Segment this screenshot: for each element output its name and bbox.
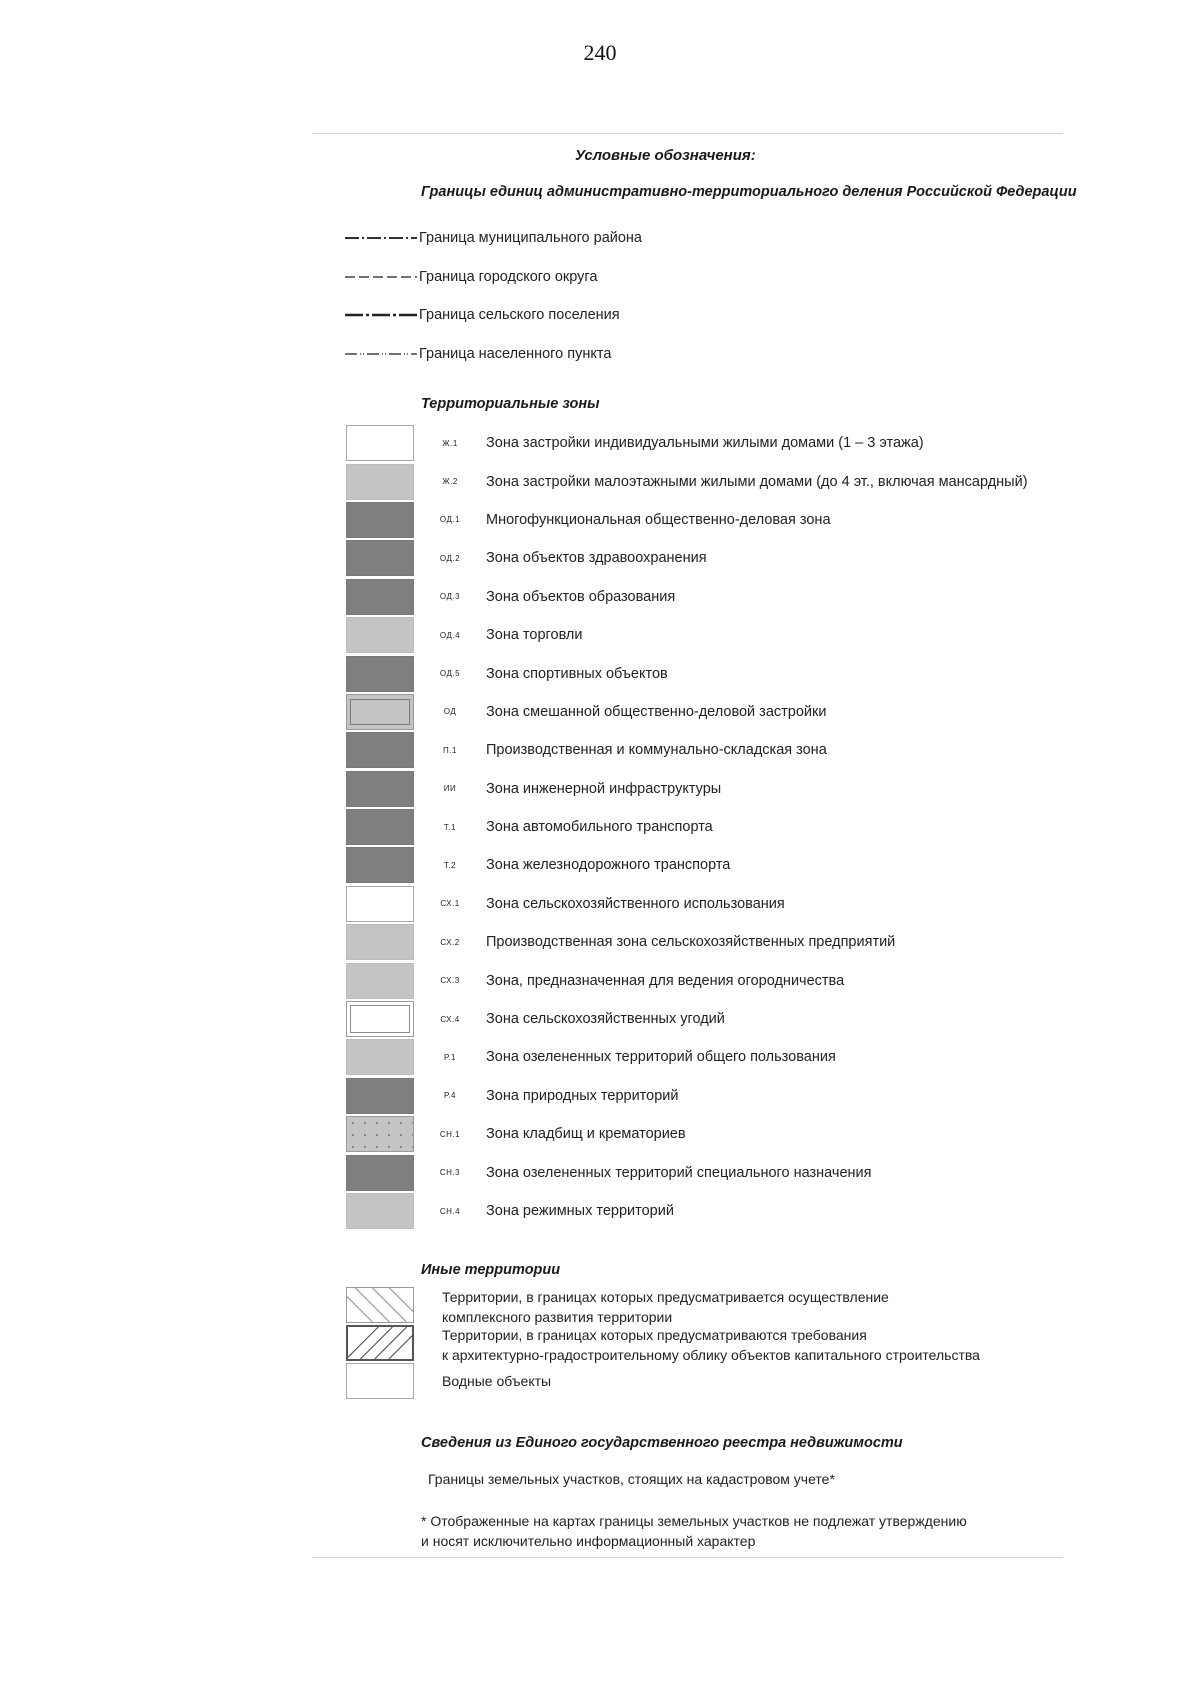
zone-item xyxy=(346,578,1028,616)
egrn-heading: Сведения из Единого государственного реестра недвижимости xyxy=(421,1435,903,1451)
zone-label: Производственная зона сельскохозяйственных предприятий xyxy=(486,934,896,951)
boundary-item-rural-settlement xyxy=(345,296,642,335)
footnote-line: и носят исключительно информационный характер xyxy=(421,1533,756,1549)
admin-boundaries-heading: Границы единиц административно-территориального деления Российской Федерации xyxy=(421,184,1077,200)
zone-swatch xyxy=(346,809,414,845)
zone-code: ИИ xyxy=(443,784,457,794)
other-territories-heading: Иные территории xyxy=(421,1262,561,1278)
zone-swatch xyxy=(346,656,414,692)
zone-item xyxy=(346,616,1028,654)
other-item-text xyxy=(442,1371,551,1391)
zone-code: СХ.2 xyxy=(440,937,460,947)
boundary-item-city-district xyxy=(345,258,642,297)
boundary-item-settlement xyxy=(345,335,642,374)
zone-code: Т.2 xyxy=(443,860,457,870)
other-item-line: Территории, в границах которых предусматриваются требования xyxy=(442,1327,867,1343)
zone-label: Зона спортивных объектов xyxy=(486,665,668,682)
cadastral-parcels-label: Границы земельных участков, стоящих на кадастровом учете* xyxy=(428,1471,835,1487)
sparse-hatch-swatch-icon xyxy=(346,1287,414,1323)
zone-label: Зона железнодорожного транспорта xyxy=(486,857,731,874)
zone-code: Ж.2 xyxy=(442,477,458,487)
dash-dot-dot-line-icon xyxy=(345,349,417,359)
boundary-label: Граница населенного пункта xyxy=(419,345,612,362)
zone-code: Р.4 xyxy=(444,1091,456,1101)
zone-code: ОД.4 xyxy=(439,630,461,640)
zone-swatch xyxy=(346,732,414,768)
zone-code: Т.1 xyxy=(443,822,457,832)
zone-code: ОД.1 xyxy=(439,515,461,525)
zone-swatch xyxy=(346,1193,414,1229)
zone-item xyxy=(346,961,1028,999)
other-territories-list xyxy=(346,1287,980,1401)
boundary-label: Граница сельского поселения xyxy=(419,307,620,324)
zone-item xyxy=(346,539,1028,577)
footnote xyxy=(421,1511,1061,1551)
zone-code: СН.4 xyxy=(439,1206,461,1216)
zone-code: СХ.3 xyxy=(440,976,460,986)
zone-item xyxy=(346,1038,1028,1076)
zone-item xyxy=(346,654,1028,692)
zone-swatch xyxy=(346,502,414,538)
zone-item xyxy=(346,424,1028,462)
zone-item xyxy=(346,1153,1028,1191)
zone-item xyxy=(346,1192,1028,1230)
dash-dot-thick-line-icon xyxy=(345,310,417,320)
zone-label: Зона режимных территорий xyxy=(486,1203,674,1219)
long-dash-line-icon xyxy=(345,272,417,282)
zone-code: ОД xyxy=(443,707,457,717)
zone-code: Ж.1 xyxy=(442,438,458,448)
zone-label: Зона застройки малоэтажными жилыми домами (до 4 эт., включая мансардный) xyxy=(486,473,1028,490)
zone-swatch xyxy=(346,579,414,615)
zone-swatch xyxy=(346,847,414,883)
other-item-text xyxy=(442,1325,980,1365)
zone-label: Зона озелененных территорий общего пользования xyxy=(486,1049,836,1066)
zone-label: Зона смешанной общественно-деловой застройки xyxy=(486,703,827,720)
zone-item xyxy=(346,1115,1028,1153)
zone-item xyxy=(346,808,1028,846)
zone-swatch xyxy=(346,1155,414,1191)
zone-label: Зона объектов здравоохранения xyxy=(486,550,707,567)
zone-swatch xyxy=(346,1001,414,1037)
other-item-line: Территории, в границах которых предусматривается осуществление xyxy=(442,1289,889,1305)
zone-code: СХ.1 xyxy=(440,899,460,909)
boundary-list xyxy=(345,219,642,373)
zone-label: Зона инженерной инфраструктуры xyxy=(486,780,722,797)
zone-label: Зона объектов образования xyxy=(486,588,676,605)
zone-code: СН.3 xyxy=(439,1168,461,1178)
other-item-water-bodies xyxy=(346,1363,980,1401)
zone-label: Зона автомобильного транспорта xyxy=(486,819,713,836)
boundary-label: Граница муниципального района xyxy=(419,230,642,247)
zone-label: Производственная и коммунально-складская зона xyxy=(486,742,827,759)
zone-swatch xyxy=(346,464,414,500)
zone-code: ОД.2 xyxy=(439,553,461,563)
zone-swatch xyxy=(346,1039,414,1075)
zone-swatch xyxy=(346,694,414,730)
zone-item xyxy=(346,1077,1028,1115)
boundary-item-municipal-district xyxy=(345,219,642,258)
zone-item xyxy=(346,731,1028,769)
other-item-complex-development xyxy=(346,1287,980,1325)
zone-swatch xyxy=(346,924,414,960)
zone-swatch xyxy=(346,425,414,461)
zone-label: Зона природных территорий xyxy=(486,1087,679,1104)
zone-code: ОД.5 xyxy=(439,669,461,679)
zone-label: Зона сельскохозяйственных угодий xyxy=(486,1011,725,1028)
zone-item xyxy=(346,693,1028,731)
zone-label: Зона застройки индивидуальными жилыми домами (1 – 3 этажа) xyxy=(486,435,924,452)
bottom-divider xyxy=(312,1557,1063,1558)
other-item-line: Водные объекты xyxy=(442,1373,552,1389)
zone-swatch xyxy=(346,886,414,922)
zone-item xyxy=(346,1000,1028,1038)
zone-item xyxy=(346,770,1028,808)
zone-label: Зона сельскохозяйственного использования xyxy=(486,895,785,912)
other-item-text xyxy=(442,1287,889,1327)
zone-item xyxy=(346,923,1028,961)
boundary-label: Граница городского округа xyxy=(419,268,598,285)
other-item-line: к архитектурно-градостроительному облику объектов капитального строительства xyxy=(442,1347,980,1363)
zone-list xyxy=(346,424,1028,1230)
zone-item xyxy=(346,462,1028,500)
dash-dot-line-icon xyxy=(345,233,417,243)
other-item-architectural-requirements xyxy=(346,1325,980,1363)
zone-code: ОД.3 xyxy=(439,592,461,602)
zone-swatch xyxy=(346,963,414,999)
zone-label: Зона торговли xyxy=(486,627,583,644)
zone-swatch xyxy=(346,771,414,807)
zone-label: Зона озелененных территорий специального назначения xyxy=(486,1164,872,1181)
territorial-zones-heading: Территориальные зоны xyxy=(421,396,600,412)
zone-code: СХ.4 xyxy=(440,1014,460,1024)
legend-title: Условные обозначения: xyxy=(575,147,756,164)
zone-item xyxy=(346,885,1028,923)
dense-hatch-swatch-icon xyxy=(346,1325,414,1361)
zone-label: Зона кладбищ и крематориев xyxy=(486,1126,686,1143)
water-swatch xyxy=(346,1363,414,1399)
zone-code: Р.1 xyxy=(444,1052,456,1062)
zone-label: Многофункциональная общественно-деловая зона xyxy=(486,511,831,528)
other-item-line: комплексного развития территории xyxy=(442,1309,673,1325)
zone-code: СН.1 xyxy=(439,1129,461,1139)
zone-label: Зона, предназначенная для ведения огородничества xyxy=(486,972,845,989)
zone-swatch xyxy=(346,540,414,576)
footnote-line: * Отображенные на картах границы земельных участков не подлежат утверждению xyxy=(421,1513,967,1529)
zone-swatch xyxy=(346,617,414,653)
zone-item xyxy=(346,501,1028,539)
zone-item xyxy=(346,846,1028,884)
zone-code: П.1 xyxy=(443,745,457,755)
zone-swatch xyxy=(346,1078,414,1114)
zone-swatch xyxy=(346,1116,414,1152)
page-number: 240 xyxy=(583,40,617,65)
